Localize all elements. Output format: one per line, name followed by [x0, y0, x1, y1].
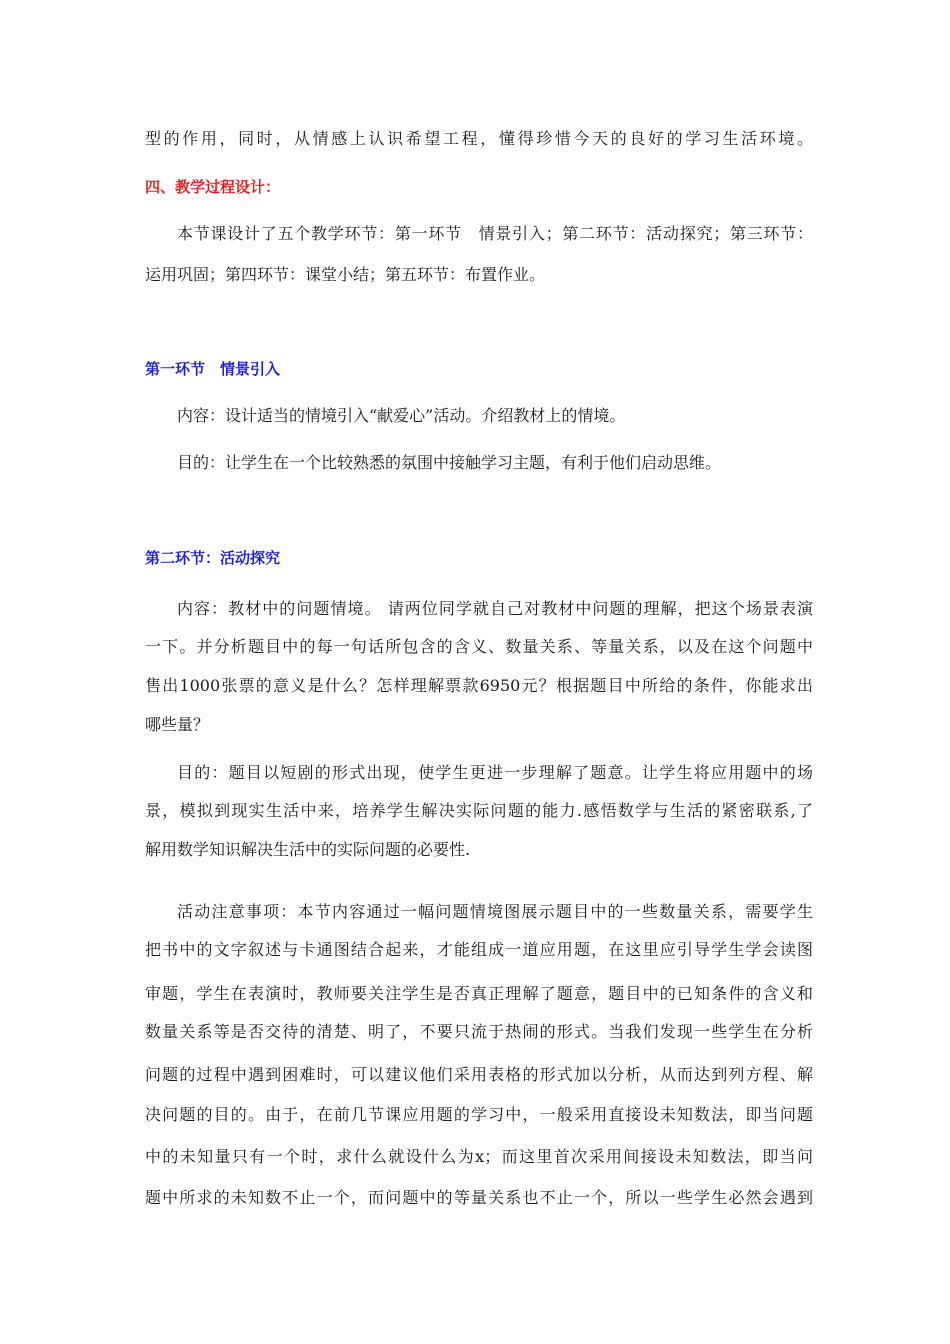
stage2-content-line: 一下。并分析题目中的每一句话所包含的含义、数量关系、等量关系，以及在这个问题中 [145, 637, 813, 656]
stage2-content-line: 售出1000张票的意义是什么？怎样理解票款6950元？根据题目中所给的条件，你能求出 [145, 676, 813, 695]
stage2-content-line: 哪些量？ [145, 715, 210, 734]
stage2-notes-line: 数量关系等是否交待的清楚、明了，不要只流于热闹的形式。当我们发现一些学生在分析 [145, 1022, 813, 1041]
stage1-content: 内容：设计适当的情境引入“献爱心”活动。介绍教材上的情境。 [177, 406, 626, 425]
stage2-notes-line: 审题，学生在表演时，教师要关注学生是否真正理解了题意，题目中的已知条件的含义和 [145, 984, 813, 1003]
stage2-notes-line: 题中所求的未知数不止一个，而问题中的等量关系也不止一个，所以一些学生必然会遇到 [145, 1188, 813, 1207]
stage1-goal: 目的：让学生在一个比较熟悉的氛围中接触学习主题，有利于他们启动思维。 [177, 453, 722, 472]
stage2-notes-line: 活动注意事项：本节内容通过一幅问题情境图展示题目中的一些数量关系，需要学生 [177, 902, 813, 921]
stage2-notes-line: 决问题的目的。由于，在前几节课应用题的学习中，一般采用直接设未知数法，即当问题 [145, 1105, 813, 1124]
stage2-heading: 第二环节：活动探究 [145, 549, 281, 567]
stage2-goal-line: 景，模拟到现实生活中来，培养学生解决实际问题的能力.感悟数学与生活的紧密联系,了 [145, 801, 813, 820]
intro-line: 型的作用，同时，从情感上认识希望工程，懂得珍惜今天的良好的学习生活环境。 [145, 129, 813, 148]
stage2-goal-line: 解用数学知识解决生活中的实际问题的必要性. [145, 840, 471, 859]
stage1-heading: 第一环节 情景引入 [145, 360, 281, 378]
stage2-content-line: 内容：教材中的问题情境。 请两位同学就自己对教材中问题的理解，把这个场景表演 [177, 599, 813, 618]
stage2-notes-line: 中的未知量只有一个时，求什么就设什么为x；而这里首次采用间接设未知数法，即当问 [145, 1147, 813, 1166]
paragraph-line: 本节课设计了五个教学环节：第一环节 情景引入；第二环节：活动探究；第三环节： [177, 224, 813, 243]
stage2-notes-line: 问题的过程中遇到困难时，可以建议他们采用表格的形式加以分析，从而达到列方程、解 [145, 1065, 813, 1084]
stage2-notes-line: 把书中的文字叙述与卡通图结合起来，才能组成一道应用题，在这里应引导学生学会读图 [145, 940, 813, 959]
paragraph-line: 运用巩固；第四环节：课堂小结；第五环节：布置作业。 [145, 265, 546, 284]
stage2-goal-line: 目的：题目以短剧的形式出现，使学生更进一步理解了题意。让学生将应用题中的场 [177, 763, 813, 782]
section-heading-process-design: 四、教学过程设计： [145, 178, 281, 196]
